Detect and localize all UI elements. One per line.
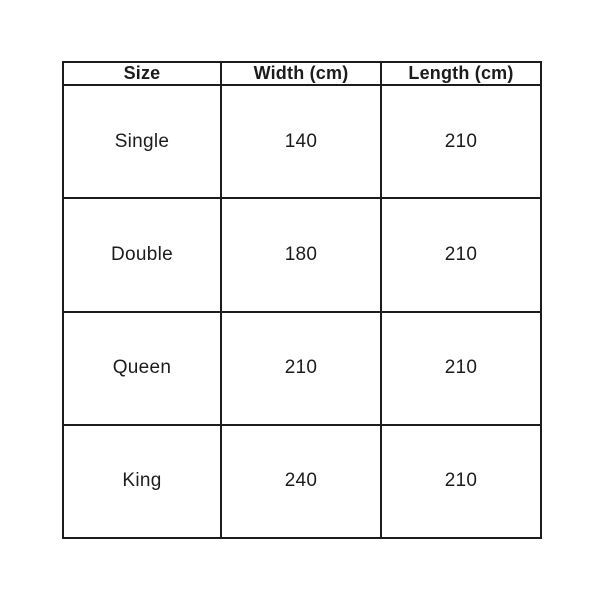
- cell-king-size: King: [63, 425, 221, 538]
- cell-double-width: 180: [221, 198, 381, 311]
- cell-double-length: 210: [381, 198, 541, 311]
- bed-size-chart-table: [62, 61, 542, 539]
- table-row-single: [63, 85, 541, 198]
- header-cell-size: Size: [63, 62, 221, 85]
- cell-single-length: 210: [381, 85, 541, 198]
- header-row: [63, 62, 541, 85]
- cell-king-length: 210: [381, 425, 541, 538]
- cell-single-width: 140: [221, 85, 381, 198]
- header-cell-width: Width (cm): [221, 62, 381, 85]
- cell-queen-width: 210: [221, 312, 381, 425]
- cell-double-size: Double: [63, 198, 221, 311]
- table-row-king: [63, 425, 541, 538]
- table-row-queen: [63, 312, 541, 425]
- cell-queen-length: 210: [381, 312, 541, 425]
- table-row-double: [63, 198, 541, 311]
- cell-queen-size: Queen: [63, 312, 221, 425]
- cell-single-size: Single: [63, 85, 221, 198]
- header-cell-length: Length (cm): [381, 62, 541, 85]
- cell-king-width: 240: [221, 425, 381, 538]
